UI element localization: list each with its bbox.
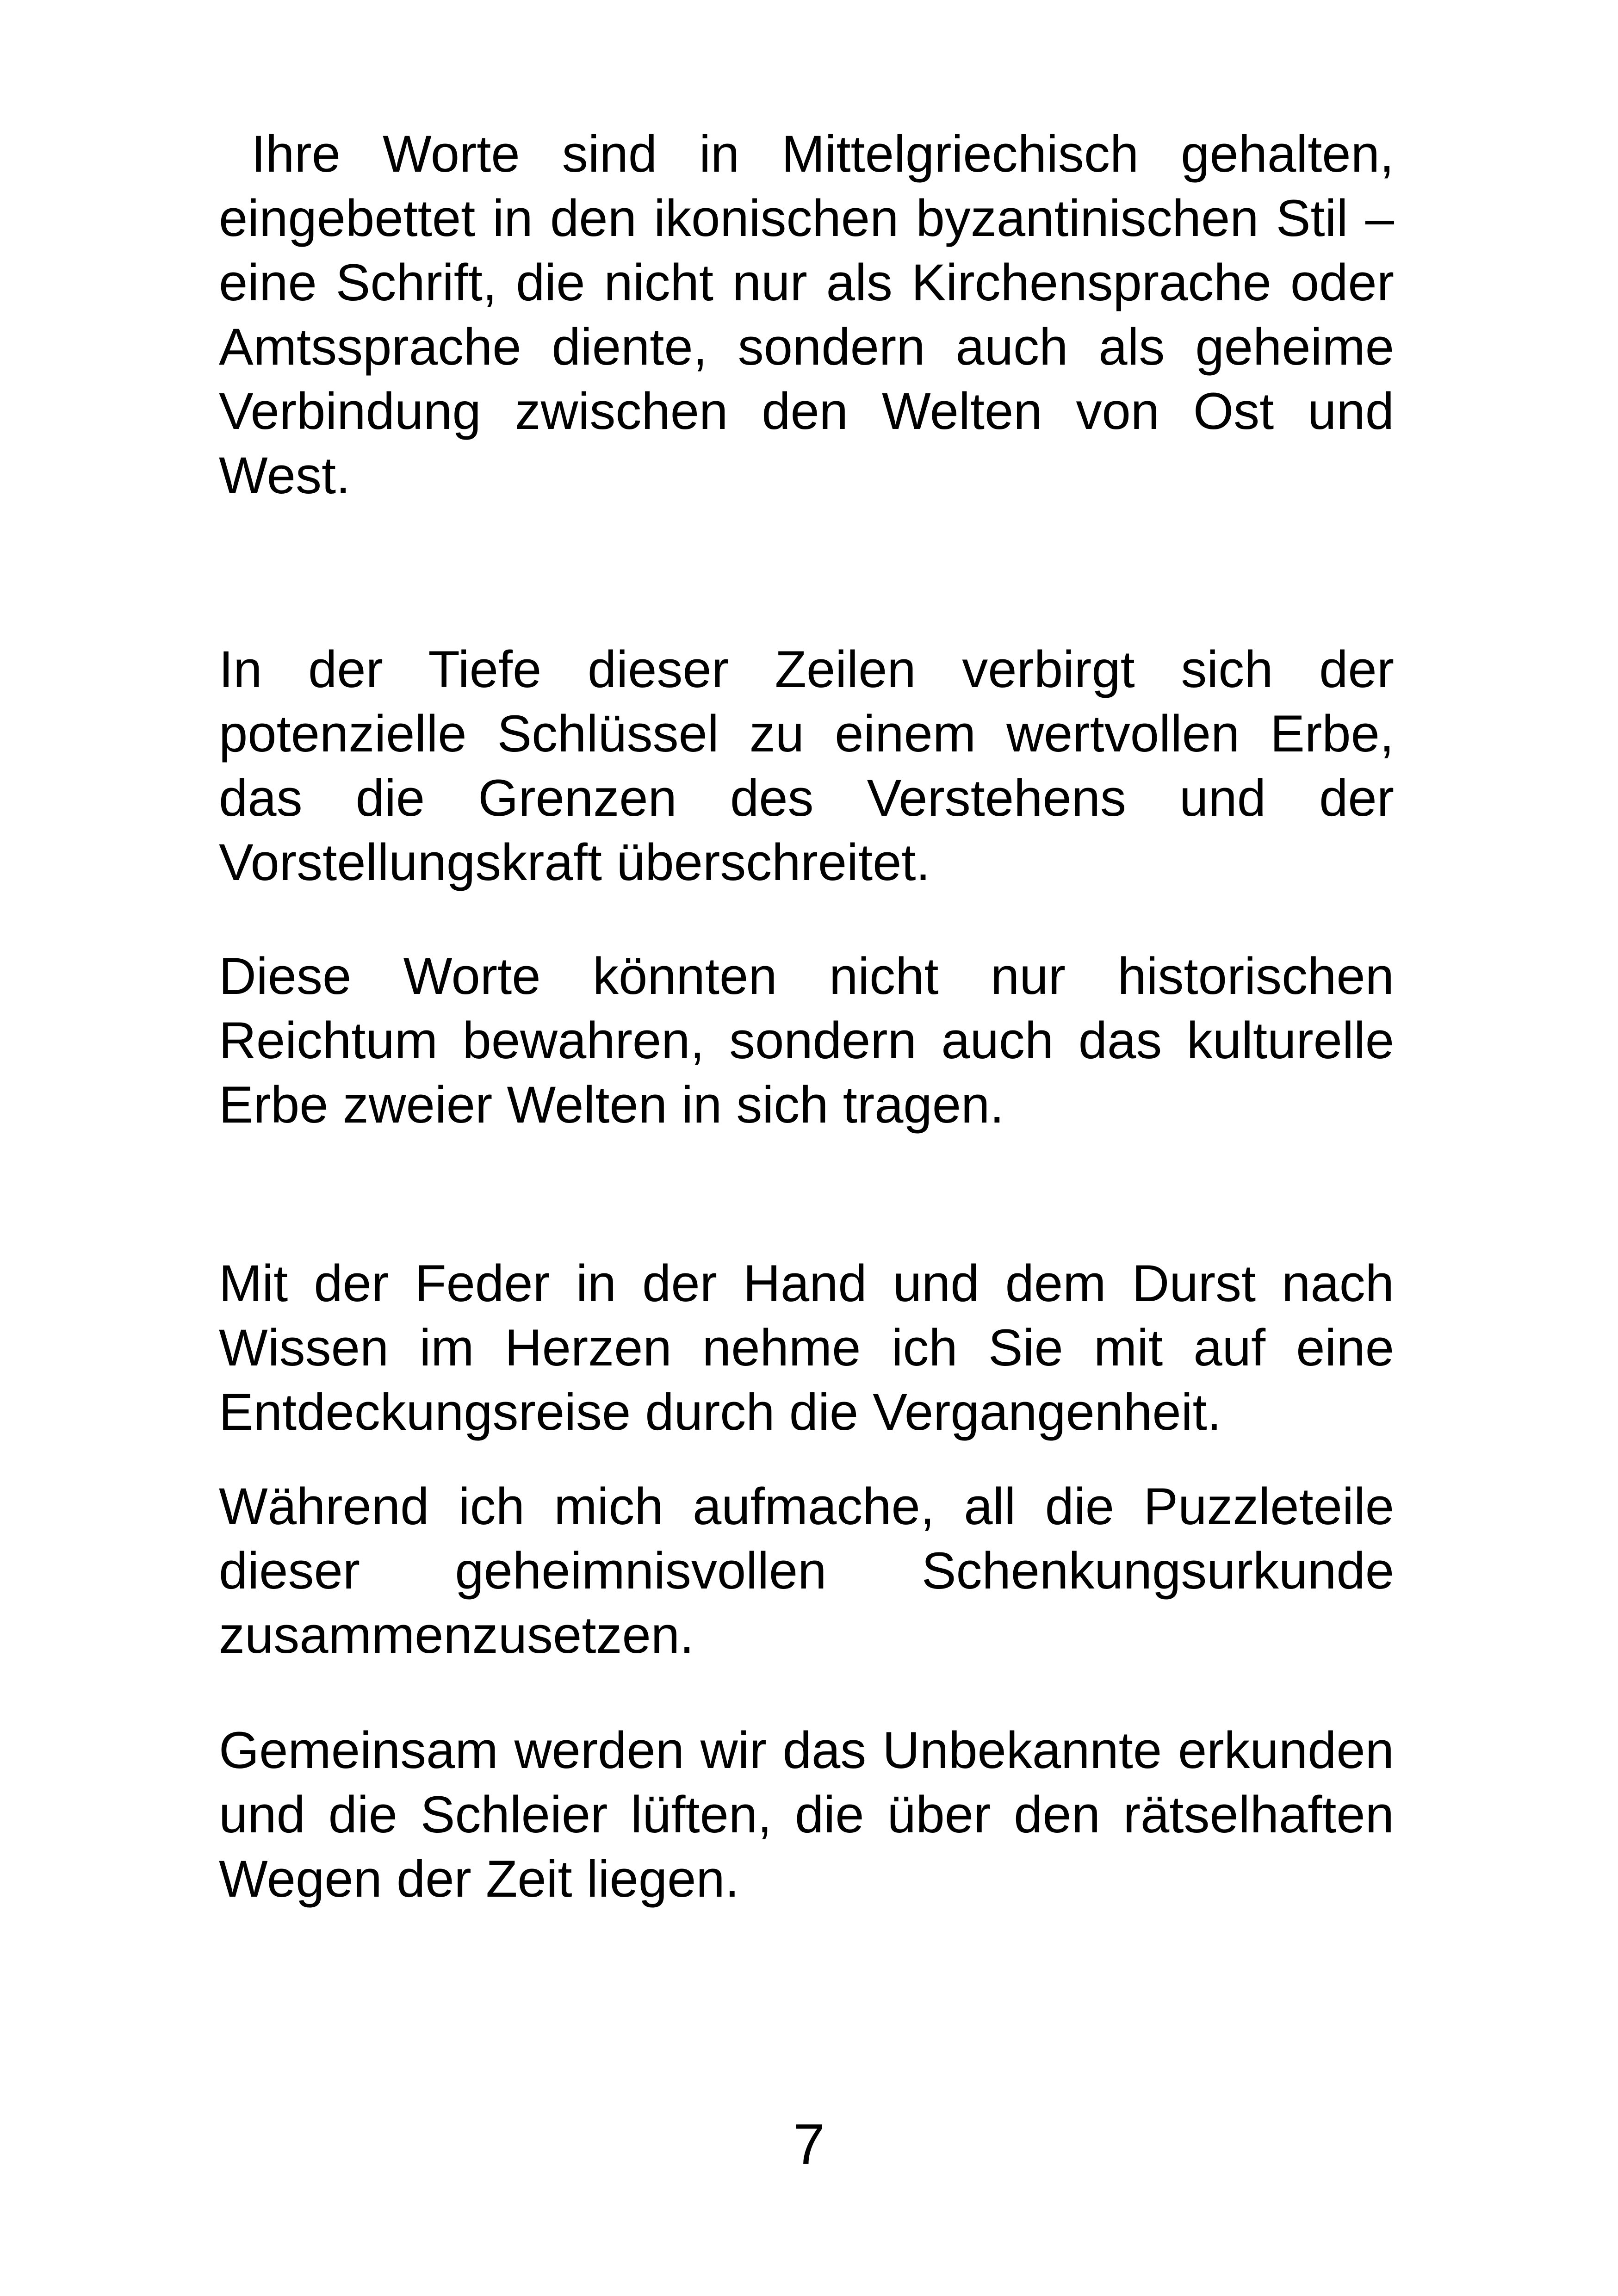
paragraph-3: Diese Worte könnten nicht nur historischen Reichtum bewahren, sondern auch das kulturelle Erbe zweier Welten in sich tragen. [219,947,1394,1134]
paragraph-5: Während ich mich aufmache, all die Puzzleteile dieser geheimnisvollen Schenkungsurkunde zusammenzusetzen. [219,1477,1394,1664]
paragraph-4: Mit der Feder in der Hand und dem Durst nach Wissen im Herzen nehme ich Sie mit auf eine Entdeckungsreise durch die Vergangenheit. [219,1254,1394,1441]
paragraph-2: In der Tiefe dieser Zeilen verbirgt sich der potenzielle Schlüssel zu einem wertvollen Erbe, das die Grenzen des Verstehens und der Vorstellungskraft überschreitet. [219,640,1394,891]
paragraph-6: Gemeinsam werden wir das Unbekannte erkunden und die Schleier lüften, die über den rätselhaften Wegen der Zeit liegen. [219,1721,1394,1908]
paragraph-1: Ihre Worte sind in Mittelgriechisch gehalten, eingebettet in den ikonischen byzantinischen Stil – eine Schrift, die nicht nur als Kirchensprache oder Amtssprache diente, sondern auch als geheime Verbindung zwischen den Welten von Ost und West. [219,125,1394,504]
page-number: 7 [793,2113,825,2177]
